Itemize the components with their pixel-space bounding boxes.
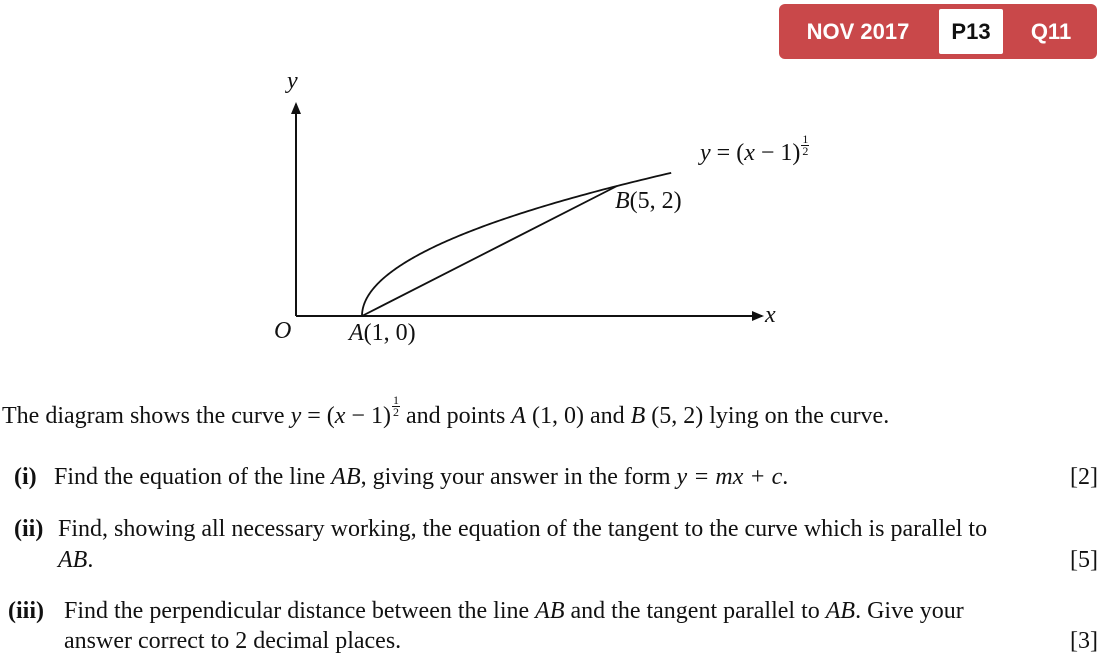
question-ii <box>14 514 1098 578</box>
graph-diagram <box>0 60 1100 360</box>
curve-equation-label: y = (x − 1) $\frac{1}{2}$ <box>700 132 809 166</box>
question-iii-marks: [3] <box>1070 628 1098 654</box>
paper-label: P13 <box>939 9 1003 54</box>
question-iii-line1: Find the perpendicular distance between the line AB and the tangent parallel to AB. Give your <box>64 598 964 624</box>
question-ii-line1: Find, showing all necessary working, the equation of the tangent to the curve which is parallel to <box>58 516 988 542</box>
y-axis-label: y <box>287 68 298 94</box>
question-i <box>14 462 1098 494</box>
intro-text: The diagram shows the curve y = (x − 1) $\frac{1}{2}$ and points A (1, 0) and B (5, 2) lying on the curve. <box>2 393 890 429</box>
origin-label: O <box>274 318 292 344</box>
question-i-marks: [2] <box>1070 464 1098 490</box>
question-i-label: (i) <box>14 464 37 490</box>
chord-ab <box>362 186 617 316</box>
question-iii <box>8 596 1098 660</box>
question-badge <box>779 4 1097 59</box>
x-axis-label: x <box>765 302 776 328</box>
question-label: Q11 <box>1030 19 1072 44</box>
question-iii-label: (iii) <box>8 598 44 624</box>
question-i-text: Find the equation of the line AB, giving your answer in the form y = mx + c. <box>54 464 789 490</box>
point-b-label: B(5, 2) <box>615 188 682 214</box>
point-a-label: A(1, 0) <box>349 320 416 346</box>
question-ii-marks: [5] <box>1070 547 1098 573</box>
session-label: NOV 2017 <box>806 19 910 44</box>
question-ii-label: (ii) <box>14 516 44 542</box>
question-iii-line2: answer correct to 2 decimal places. <box>64 628 402 654</box>
question-ii-line2: AB. <box>58 547 94 573</box>
